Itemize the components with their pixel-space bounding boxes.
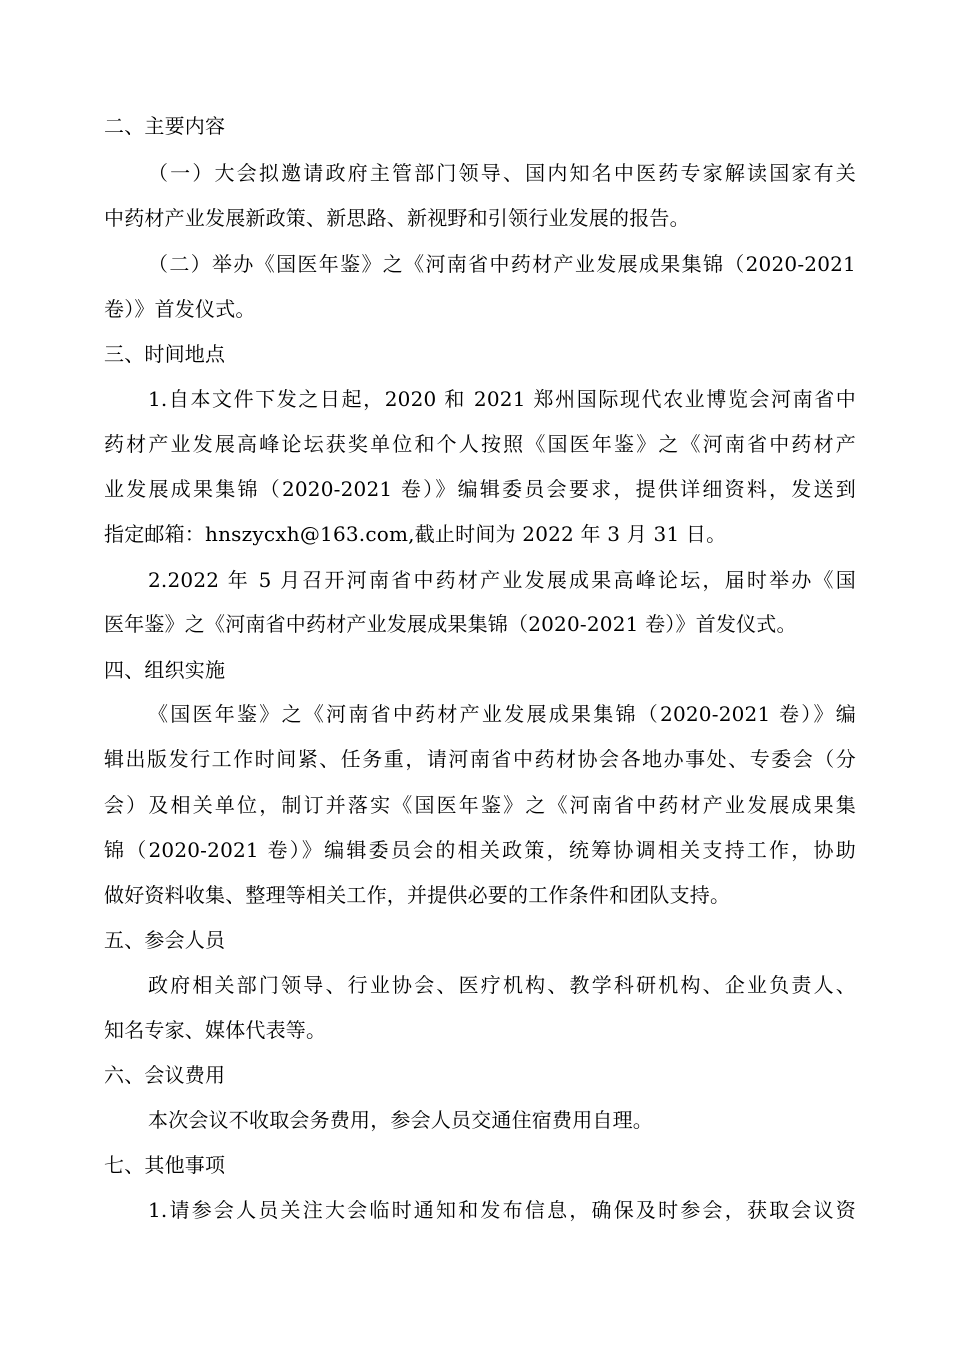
paragraph-line: 做好资料收集、整理等相关工作，并提供必要的工作条件和团队支持。 (104, 883, 731, 907)
paragraph-line: （一）大会拟邀请政府主管部门领导、国内知名中医药专家解读国家有关 (148, 161, 856, 185)
paragraph-line: 2.2022 年 5 月召开河南省中药材产业发展成果高峰论坛，届时举办《国 (148, 568, 856, 592)
paragraph-line: 锦（2020-2021 卷）》编辑委员会的相关政策，统筹协调相关支持工作，协助 (104, 838, 856, 862)
paragraph-line: 指定邮箱：hnszycxh@163.com,截止时间为 2022 年 3 月 31 日。 (104, 522, 727, 546)
section-heading-fees: 六、会议费用 (104, 1063, 226, 1087)
paragraph-line: 中药材产业发展新政策、新思路、新视野和引领行业发展的报告。 (104, 206, 690, 230)
paragraph-line: 辑出版发行工作时间紧、任务重，请河南省中药材协会各地办事处、专委会（分 (104, 747, 856, 771)
paragraph-line: 政府相关部门领导、行业协会、医疗机构、教学科研机构、企业负责人、 (148, 973, 856, 997)
paragraph-line: （二）举办《国医年鉴》之《河南省中药材产业发展成果集锦（2020-2021 (148, 252, 856, 276)
section-heading-organization: 四、组织实施 (104, 658, 226, 682)
section-heading-main-content: 二、主要内容 (104, 114, 226, 138)
paragraph-line: 会）及相关单位，制订并落实《国医年鉴》之《河南省中药材产业发展成果集 (104, 793, 856, 817)
paragraph-line: 本次会议不收取会务费用，参会人员交通住宿费用自理。 (148, 1108, 653, 1132)
paragraph-line: 知名专家、媒体代表等。 (104, 1018, 327, 1042)
paragraph-line: 医年鉴》之《河南省中药材产业发展成果集锦（2020-2021 卷）》首发仪式。 (104, 612, 797, 636)
paragraph-line: 业发展成果集锦（2020-2021 卷）》编辑委员会要求，提供详细资料，发送到 (104, 477, 856, 501)
section-heading-other-matters: 七、其他事项 (104, 1153, 226, 1177)
paragraph-line: 1.请参会人员关注大会临时通知和发布信息，确保及时参会，获取会议资 (148, 1198, 856, 1222)
section-heading-time-place: 三、时间地点 (104, 342, 226, 366)
paragraph-line: 《国医年鉴》之《河南省中药材产业发展成果集锦（2020-2021 卷）》编 (148, 702, 856, 726)
paragraph-line: 卷）》首发仪式。 (104, 297, 256, 321)
section-heading-attendees: 五、参会人员 (104, 928, 226, 952)
paragraph-line: 药材产业发展高峰论坛获奖单位和个人按照《国医年鉴》之《河南省中药材产 (104, 432, 856, 456)
paragraph-line: 1.自本文件下发之日起，2020 和 2021 郑州国际现代农业博览会河南省中 (148, 387, 856, 411)
